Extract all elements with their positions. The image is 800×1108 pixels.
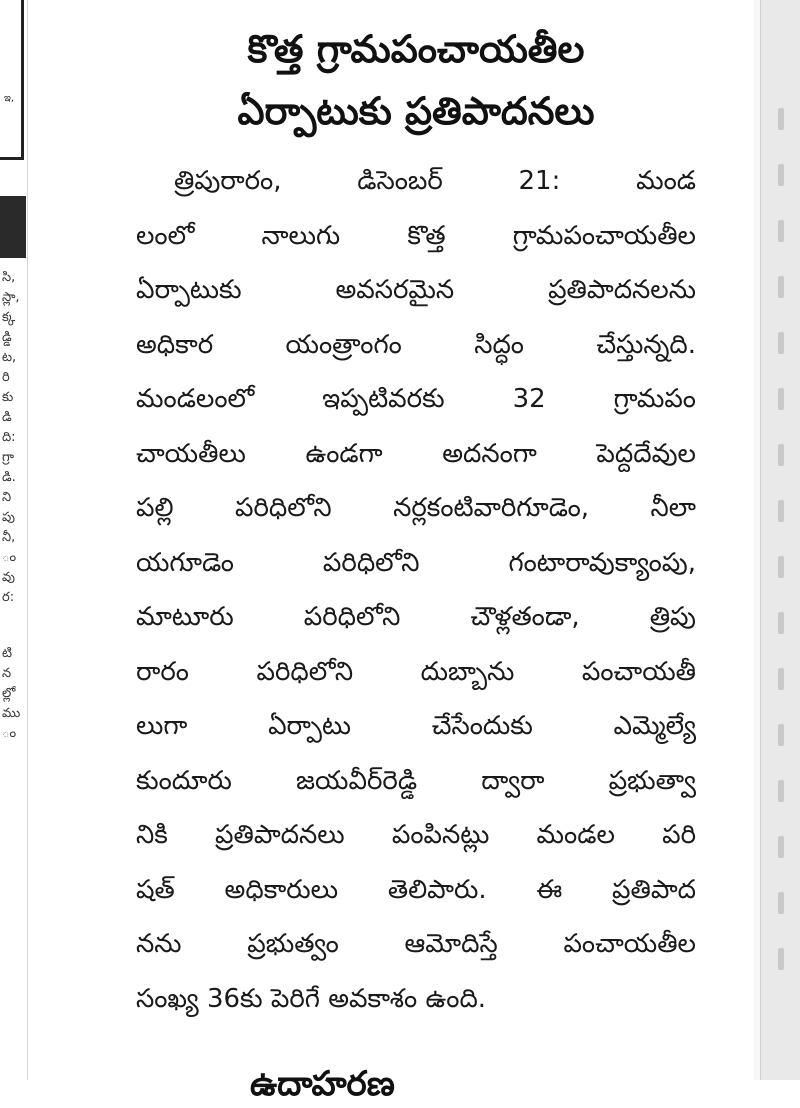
left-fragment: గ్రా <box>2 450 14 465</box>
right-adjacent-column <box>754 0 800 1080</box>
right-text-mark <box>778 892 784 914</box>
body-line: లంలో నాలుగు కొత్త గ్రామపంచాయతీల <box>136 220 696 251</box>
body-line: షత్ అధికారులు తెలిపారు. ఈ ప్రతిపాద <box>136 874 696 905</box>
body-line: మాటూరు పరిధిలోని చౌళ్లతండా, త్రిపు <box>136 602 696 632</box>
body-line: ఏర్పాటుకు అవసరమైన ప్రతిపాదనలను <box>136 275 696 305</box>
left-dark-band <box>0 196 26 258</box>
left-fragment: ర: <box>2 590 15 605</box>
right-text-mark <box>778 948 784 970</box>
right-column-marks <box>778 108 784 1004</box>
left-fragment: ల్లో <box>2 686 16 701</box>
left-fragment: ని <box>2 490 12 505</box>
body-line: రారం పరిధిలోని దుబ్బాను పంచాయతీ <box>136 656 696 687</box>
right-text-mark <box>778 108 784 130</box>
left-fragment: డి. <box>2 470 16 485</box>
left-fragment: రి <box>2 370 10 385</box>
left-fragment: స్లా, <box>2 290 20 305</box>
right-text-mark <box>778 332 784 354</box>
right-text-mark <box>778 668 784 690</box>
right-text-mark <box>778 500 784 522</box>
article-headline <box>136 0 696 142</box>
right-text-mark <box>778 164 784 186</box>
left-fragment: ం <box>2 726 17 741</box>
right-text-mark <box>778 724 784 746</box>
left-text-fragments <box>2 268 26 744</box>
left-fragment: నీ, <box>2 530 16 545</box>
left-fragment: కు <box>2 390 14 405</box>
body-line: నను ప్రభుత్వం ఆమోదిస్తే పంచాయతీల <box>136 929 696 959</box>
news-article <box>136 0 696 1026</box>
left-fragment: ది: <box>2 430 16 445</box>
left-fragment: ం <box>2 550 17 565</box>
left-boxed-item <box>0 0 24 160</box>
body-line: సంఖ్య 36కు పెరిగే అవకాశం ఉంది. <box>136 983 487 1014</box>
body-line: మండలంలో ఇప్పటివరకు 32 గ్రామపం <box>136 384 696 414</box>
body-line: అధికార యంత్రాంగం సిద్ధం చేస్తున్నది. <box>136 329 696 360</box>
right-text-mark <box>778 276 784 298</box>
left-fragment: పు <box>2 510 15 525</box>
headline-line: ఏర్పాటుకు ప్రతిపాదనలు <box>237 89 595 133</box>
left-fragment: టి <box>2 646 13 661</box>
body-line: త్రిపురారం, డిసెంబర్ 21: మండ <box>174 166 696 196</box>
headline-line: కొత్త గ్రామపంచాయతీల <box>247 27 585 71</box>
body-line: నికి ప్రతిపాదనలు పంపినట్లు మండల పరి <box>136 820 696 850</box>
right-text-mark <box>778 444 784 466</box>
right-column-divider <box>754 0 761 1080</box>
right-text-mark <box>778 556 784 578</box>
article-body <box>136 154 696 1026</box>
body-line: చాయతీలు ఉండగా అదనంగా పెద్దదేవుల <box>136 438 696 469</box>
next-article-headline-cropped: ఉదాహరణ <box>250 1064 395 1104</box>
left-fragment: సి, <box>2 270 16 285</box>
body-line: యగూడెం పరిధిలోని గంటారావుక్యాంపు, <box>136 547 696 578</box>
body-line: కుందూరు జయవీర్‌రెడ్డి ద్వారా ప్రభుత్వా <box>136 765 696 796</box>
left-fragment: డ్డి <box>2 330 12 345</box>
left-fragment: న <box>2 666 12 681</box>
right-text-mark <box>778 388 784 410</box>
left-adjacent-column <box>0 0 28 1080</box>
right-text-mark <box>778 220 784 242</box>
right-text-mark <box>778 612 784 634</box>
left-column-divider <box>27 0 28 1080</box>
left-fragment-gap <box>2 608 26 644</box>
right-text-mark <box>778 780 784 802</box>
left-fragment: డి <box>2 410 12 425</box>
left-box-fragment: ఇ, <box>4 93 15 104</box>
body-line: పల్లి పరిధిలోని నర్లకంటివారిగూడెం, నీలా <box>136 493 696 523</box>
right-text-mark <box>778 836 784 858</box>
left-fragment: ట, <box>2 350 17 365</box>
body-line: లుగా ఏర్పాటు చేసేందుకు ఎమ్మెల్యే <box>136 711 696 741</box>
left-fragment: ము <box>2 706 21 721</box>
left-fragment: క్క <box>2 310 16 325</box>
left-fragment: వు <box>2 570 15 585</box>
